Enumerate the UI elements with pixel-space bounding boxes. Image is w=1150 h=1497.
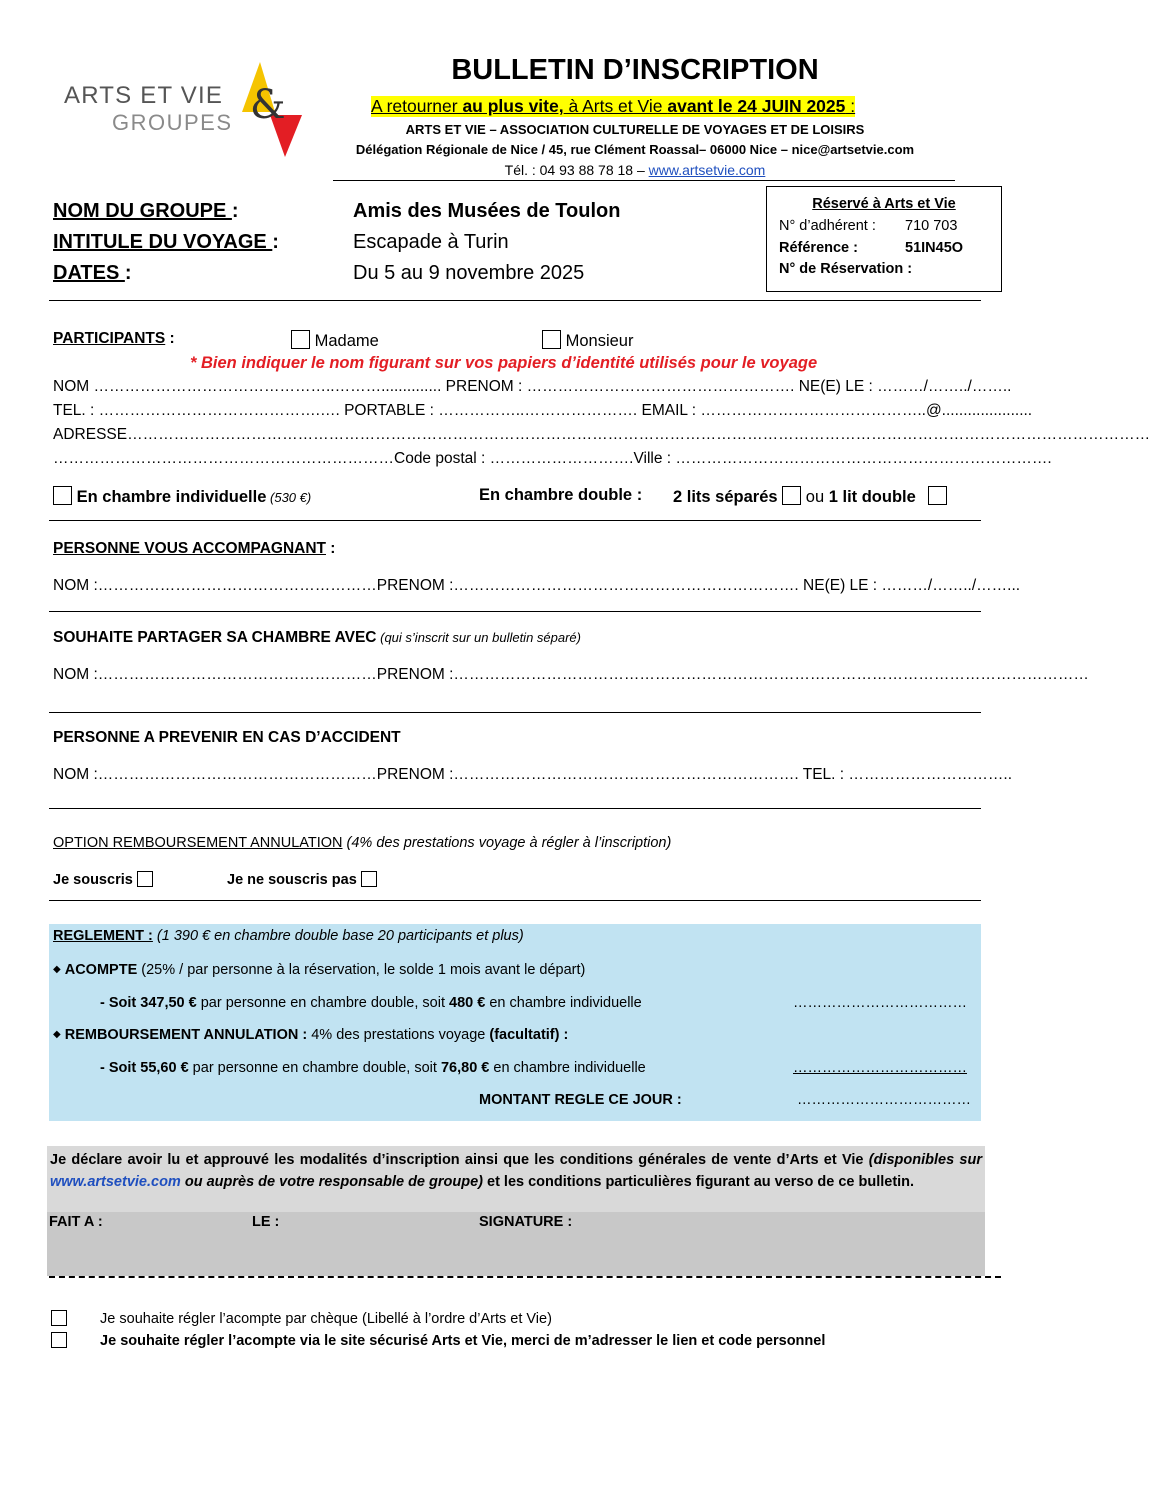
companion-label <box>53 540 335 558</box>
cut-line <box>49 1276 1001 1278</box>
trip-title-value: Escapade à Turin <box>353 231 509 253</box>
companion-label-text: PERSONNE VOUS ACCOMPAGNANT <box>53 540 326 557</box>
double-bed-checkbox[interactable] <box>928 486 947 505</box>
share-room-heading <box>53 629 581 647</box>
cancellation-heading <box>53 1027 568 1043</box>
emergency-line[interactable]: NOM :………………………………………………PRENOM :…………………………………………………………. TEL. : ………………………….. <box>53 766 1013 783</box>
online-checkbox[interactable] <box>51 1332 67 1348</box>
cancellation-optional: (facultatif) : <box>489 1027 569 1043</box>
single-room-price: (530 €) <box>266 490 312 505</box>
website-link[interactable]: www.artsetvie.com <box>648 162 766 178</box>
deposit-label: ACOMPTE <box>64 962 138 978</box>
deposit-heading <box>53 962 585 978</box>
return-notice-d: avant le 24 JUIN 2025 <box>667 96 846 116</box>
payment-note: (1 390 € en chambre double base 20 participants et plus) <box>152 928 524 944</box>
trip-title-colon: : <box>272 231 279 253</box>
online-option[interactable] <box>51 1332 825 1349</box>
dates-label-text: DATES <box>53 262 125 284</box>
logo-ampersand: & <box>250 82 286 128</box>
cheque-label: Je souhaite régler l’acompte par chèque (Libellé à l’ordre d’Arts et Vie) <box>100 1311 552 1327</box>
participant-city-line[interactable]: …………………………………………………………Code postal : ……………………….Ville : ………………………………………………………………. <box>53 450 1052 467</box>
divider-5 <box>49 808 981 809</box>
cancellation-amount-field[interactable]: ……………………………… <box>793 1060 967 1076</box>
madame-checkbox[interactable] <box>291 330 310 349</box>
declaration-text-d: et les conditions particulières figurant au verso de ce bulletin. <box>482 1174 915 1190</box>
double-bed-label: 1 lit double <box>828 488 916 506</box>
subscribe-checkbox[interactable] <box>137 871 153 887</box>
dates-colon: : <box>124 262 132 284</box>
logo <box>60 60 310 160</box>
subscribe-label: Je souscris <box>53 872 133 888</box>
payment-section <box>49 924 981 1121</box>
page-title: BULLETIN D’INSCRIPTION <box>451 54 819 86</box>
participants-label-text: PARTICIPANTS <box>53 330 166 347</box>
reservation-label: N° de Réservation : <box>779 261 913 277</box>
monsieur-label: Monsieur <box>565 332 634 350</box>
cancellation-amount-c: 76,80 € <box>440 1060 490 1076</box>
cancellation-amount-a: - Soit 55,60 € <box>100 1060 189 1076</box>
twin-beds-label: 2 lits séparés <box>673 488 778 506</box>
adherent-label: N° d’adhérent : <box>779 218 876 234</box>
association-line: ARTS ET VIE – ASSOCIATION CULTURELLE DE VOYAGES ET DE LOISIRS <box>405 122 865 137</box>
deposit-amount-b: par personne en chambre double, soit <box>196 995 450 1011</box>
diamond-bullet-icon: ◆ <box>53 1029 61 1040</box>
share-room-note: (qui s’inscrit sur un bulletin séparé) <box>376 630 581 645</box>
twin-beds-checkbox[interactable] <box>782 486 801 505</box>
companion-colon: : <box>326 540 336 557</box>
companion-line[interactable]: NOM :………………………………………………PRENOM :…………………………………………………………. NE(E) LE : ………/……../……... <box>53 577 1021 594</box>
single-room-label: En chambre individuelle <box>76 488 267 506</box>
participant-phone-line[interactable]: TEL. : …………………………………….…. PORTABLE : ……………..…………………. EMAIL : ……………………………………..@..................... <box>53 402 1033 419</box>
participants-label <box>53 330 175 348</box>
participants-colon: : <box>165 330 175 347</box>
trip-title-label <box>53 231 279 254</box>
signature-label: SIGNATURE : <box>479 1214 573 1230</box>
group-name-value: Amis des Musées de Toulon <box>353 200 621 222</box>
declaration-text-a: Je déclare avoir lu et approuvé les modalités d’inscription ainsi que les conditions générales de vente d’Arts et Vie <box>50 1152 869 1168</box>
payment-label: REGLEMENT : <box>53 928 153 944</box>
declaration-section <box>47 1146 985 1276</box>
amount-paid-label: MONTANT REGLE CE JOUR : <box>479 1092 682 1108</box>
option-heading <box>53 835 671 851</box>
deposit-amount-line <box>100 995 642 1011</box>
share-room-line[interactable]: NOM :………………………………………………PRENOM :…………………………………………………………………………………………………………… <box>53 666 1089 683</box>
madame-option[interactable] <box>291 330 379 351</box>
return-notice <box>371 96 855 117</box>
divider-4 <box>49 712 981 713</box>
return-notice-a: A retourner <box>371 96 463 116</box>
header-rule <box>333 180 955 181</box>
return-notice-b: au plus vite, <box>462 96 564 116</box>
deposit-amount-field[interactable]: ……………………………… <box>793 995 967 1011</box>
not-subscribe-checkbox[interactable] <box>361 871 377 887</box>
share-room-label: SOUHAITE PARTAGER SA CHAMBRE AVEC <box>53 629 377 646</box>
group-name-label <box>53 200 239 223</box>
return-notice-c: à Arts et Vie <box>563 96 668 116</box>
single-room-option[interactable] <box>53 486 311 507</box>
phone-text: Tél. : 04 93 88 78 18 – <box>504 162 649 178</box>
monsieur-checkbox[interactable] <box>542 330 561 349</box>
monsieur-option[interactable] <box>542 330 633 351</box>
deposit-note: (25% / par personne à la réservation, le solde 1 mois avant le départ) <box>137 962 586 978</box>
divider-3 <box>49 611 981 612</box>
cancellation-amount-line <box>100 1060 646 1076</box>
payment-heading <box>53 928 524 944</box>
deposit-amount-c: 480 € <box>449 995 486 1011</box>
not-subscribe-option[interactable] <box>227 871 377 888</box>
dates-label <box>53 262 132 285</box>
cancellation-note: 4% des prestations voyage <box>307 1027 490 1043</box>
deposit-amount-d: en chambre individuelle <box>485 995 642 1011</box>
not-subscribe-label: Je ne souscris pas <box>227 872 357 888</box>
divider-2 <box>49 520 981 521</box>
return-notice-e: : <box>845 96 856 116</box>
trip-title-label-text: INTITULE DU VOYAGE <box>53 231 273 253</box>
dates-value: Du 5 au 9 novembre 2025 <box>353 262 585 284</box>
reference-label: Référence : <box>779 240 858 256</box>
single-room-checkbox[interactable] <box>53 486 72 505</box>
option-note: (4% des prestations voyage à régler à l’inscription) <box>342 835 672 851</box>
option-label: OPTION REMBOURSEMENT ANNULATION <box>53 835 343 851</box>
madame-label: Madame <box>314 332 379 350</box>
declaration-text <box>50 1149 982 1193</box>
twin-beds-option[interactable] <box>673 486 947 507</box>
date-label: LE : <box>252 1214 280 1230</box>
group-name-colon: : <box>231 200 239 222</box>
reserved-title: Réservé à Arts et Vie <box>812 196 956 212</box>
declaration-text-c: ou auprès de votre responsable de groupe) <box>180 1174 483 1190</box>
reserved-box <box>766 186 1002 292</box>
amount-paid-field[interactable]: ……………………………… <box>797 1092 971 1108</box>
or-label: ou <box>805 488 825 506</box>
cancellation-amount-b: par personne en chambre double, soit <box>188 1060 441 1076</box>
participant-name-line[interactable]: NOM ………………………………………..……….............. PRENOM : ……………………………………………. NE(E) LE : ………/……../…….. <box>53 378 1012 395</box>
identity-note: * Bien indiquer le nom figurant sur vos papiers d’identité utilisés pour le voyage <box>190 354 818 372</box>
contact-line <box>330 162 940 178</box>
emergency-label: PERSONNE A PREVENIR EN CAS D’ACCIDENT <box>53 729 401 746</box>
participant-address-line[interactable]: ADRESSE……………………………………………………………………………………………………………………………………………………………………………… <box>53 426 1150 443</box>
group-name-label-text: NOM DU GROUPE <box>53 200 232 222</box>
reference-value: 51IN45O <box>905 240 964 256</box>
double-room-label: En chambre double : <box>479 486 643 504</box>
place-label: FAIT A : <box>49 1214 103 1230</box>
deposit-amount-a: - Soit 347,50 € <box>100 995 197 1011</box>
declaration-text-b: (disponibles sur <box>868 1152 982 1168</box>
declaration-website-link[interactable]: www.artsetvie.com <box>50 1174 181 1190</box>
delegation-line: Délégation Régionale de Nice / 45, rue Clément Roassal– 06000 Nice – nice@artsetvie.com <box>355 142 915 157</box>
cheque-option[interactable] <box>51 1310 552 1327</box>
diamond-bullet-icon: ◆ <box>53 964 61 975</box>
divider-1 <box>49 300 981 301</box>
online-label: Je souhaite régler l’acompte via le site sécurisé Arts et Vie, merci de m’adresser le lien et code personnel <box>100 1333 826 1349</box>
logo-text-line1: ARTS ET VIE <box>64 82 224 109</box>
divider-6 <box>49 900 981 901</box>
adherent-value: 710 703 <box>905 218 958 234</box>
subscribe-option[interactable] <box>53 871 153 888</box>
cancellation-amount-d: en chambre individuelle <box>489 1060 646 1076</box>
logo-text-line2: GROUPES <box>112 110 233 135</box>
cheque-checkbox[interactable] <box>51 1310 67 1326</box>
cancellation-label: REMBOURSEMENT ANNULATION : <box>64 1027 308 1043</box>
